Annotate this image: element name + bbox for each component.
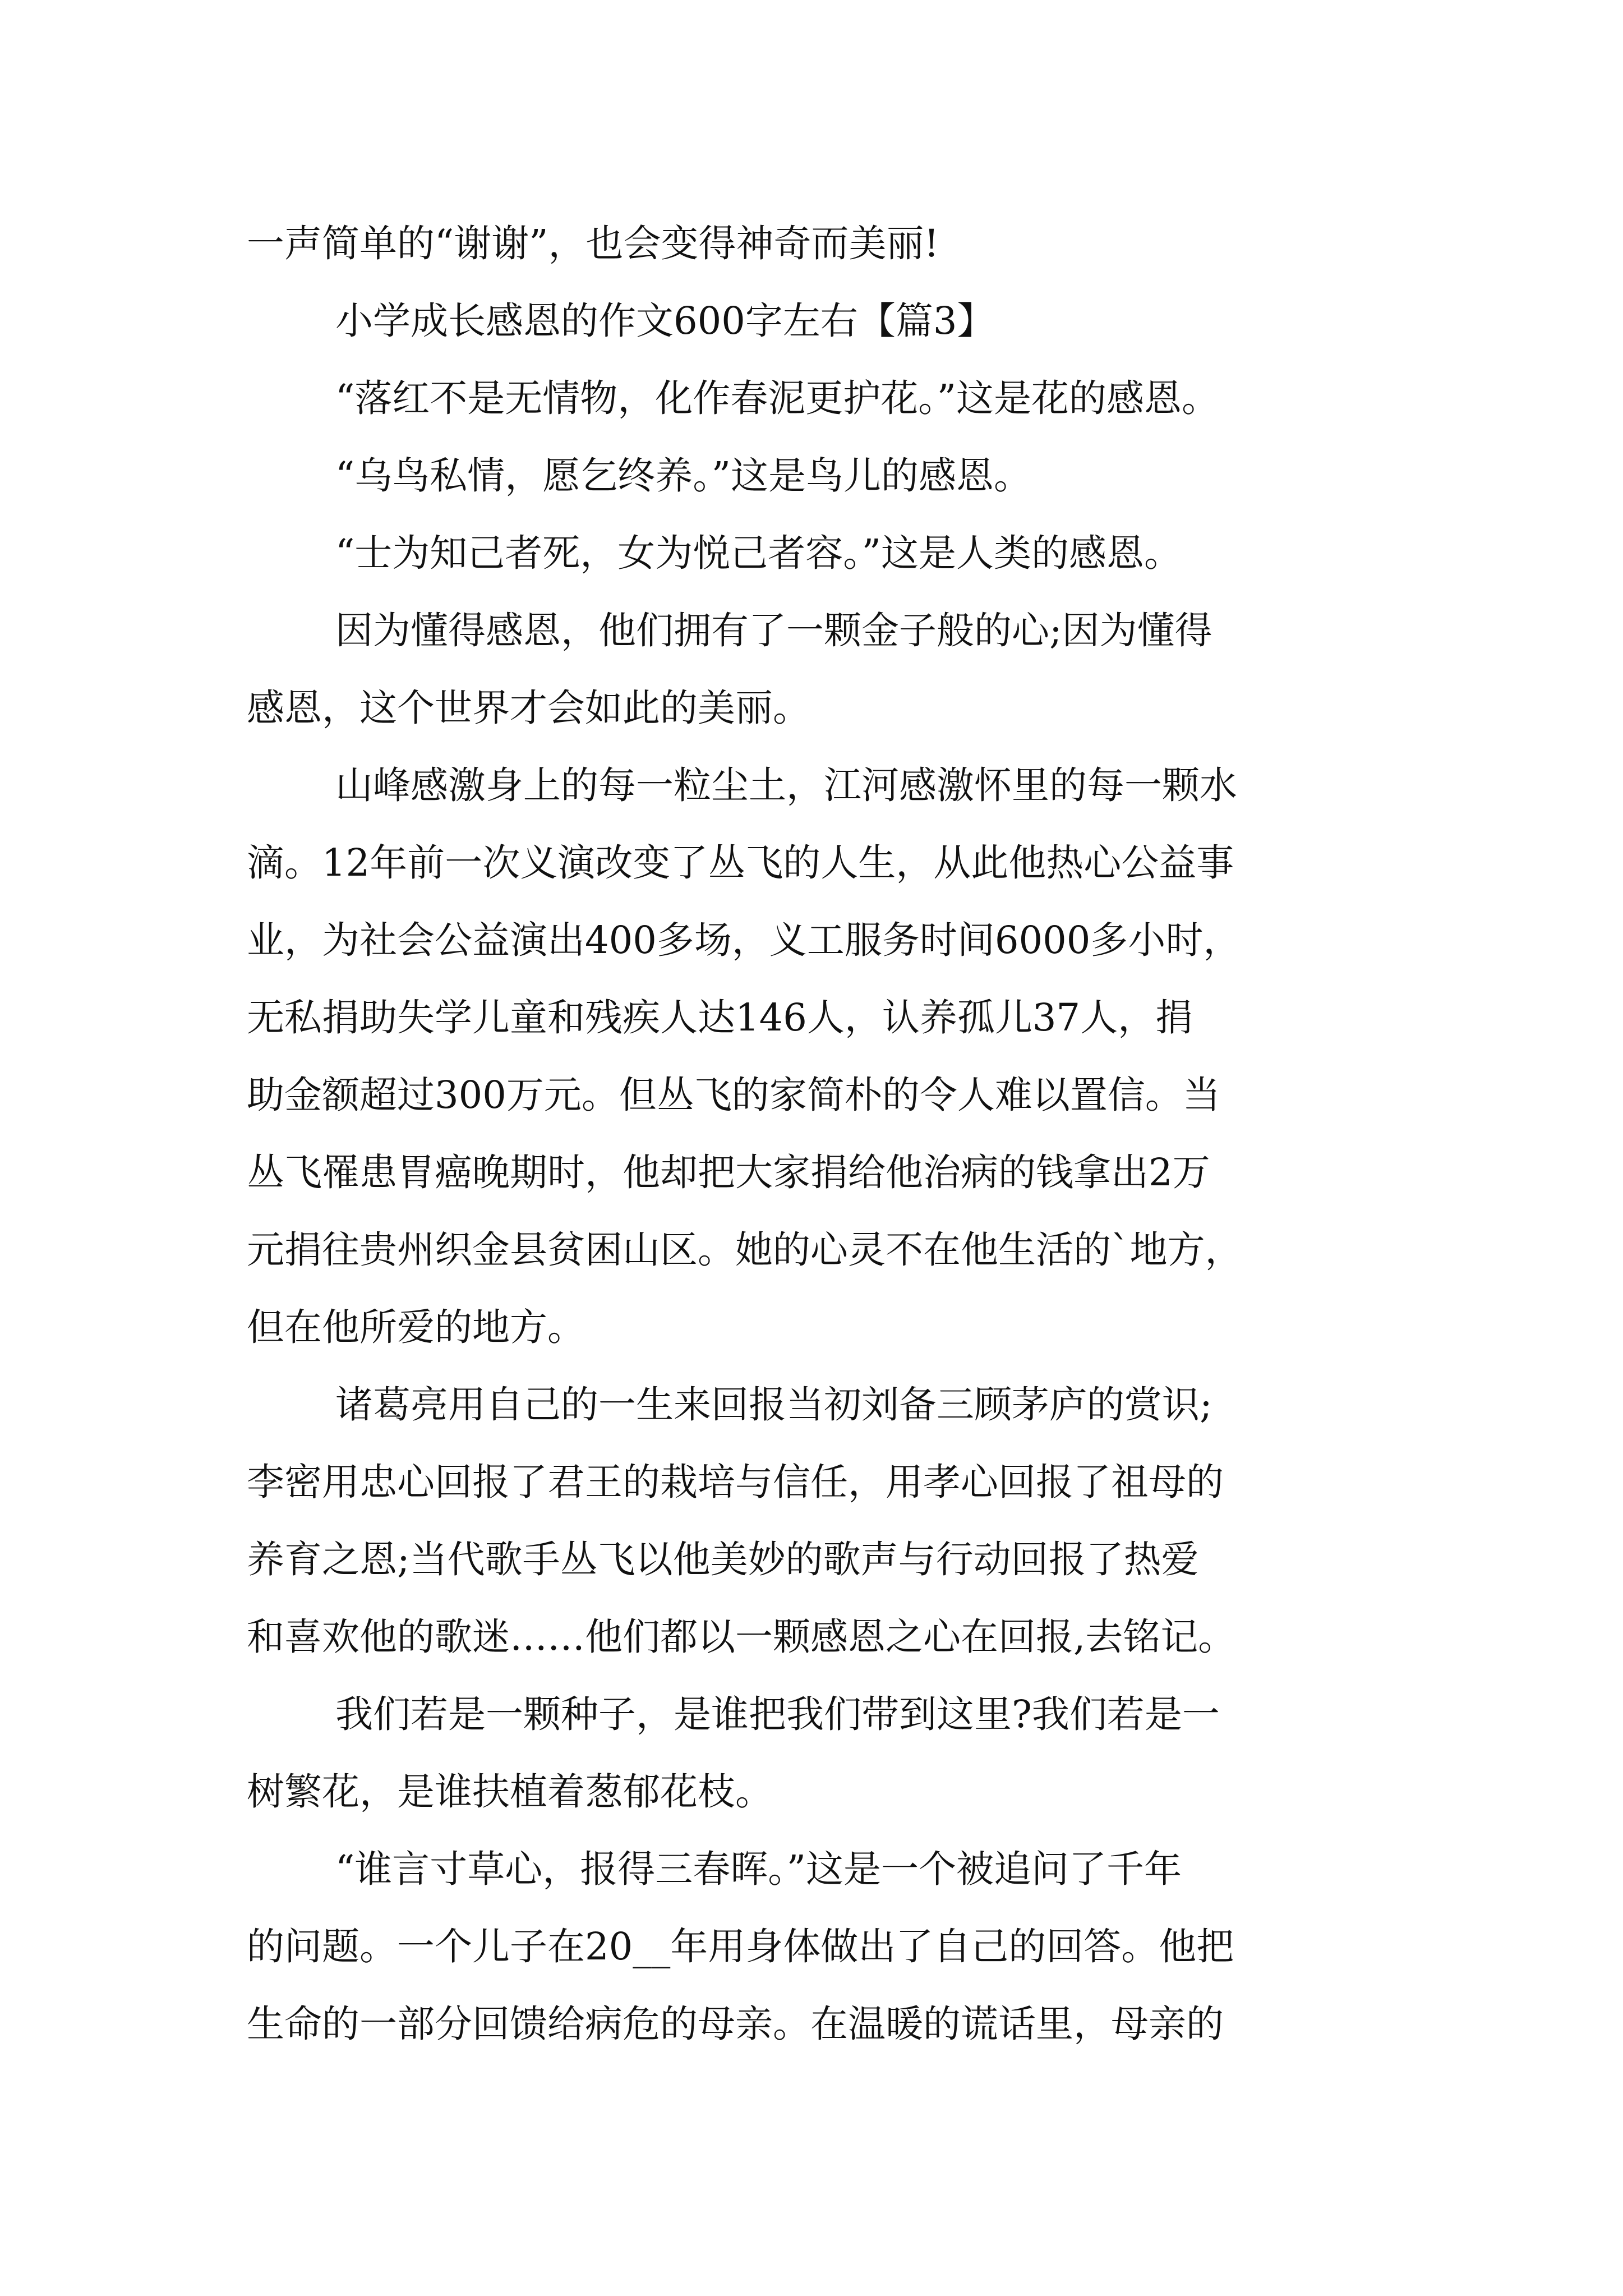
paragraph-line: 山峰感激身上的每一粒尘土，江河感激怀里的每一颗水: [335, 763, 1237, 807]
paragraph-line: “谁言寸草心，报得三春晖。”这是一个被追问了千年: [335, 1847, 1182, 1891]
paragraph-line: 诸葛亮用自己的一生来回报当初刘备三顾茅庐的赏识;: [335, 1383, 1212, 1427]
paragraph-line: 元捐往贵州织金县贫困山区。她的心灵不在他生活的`地方，: [247, 1228, 1243, 1272]
paragraph-line: 养育之恩;当代歌手丛飞以他美妙的歌声与行动回报了热爱: [247, 1538, 1199, 1581]
paragraph-line: 滴。12年前一次义演改变了丛飞的人生，从此他热心公益事: [247, 841, 1234, 885]
paragraph-line: 我们若是一颗种子，是谁把我们带到这里?我们若是一: [335, 1692, 1220, 1736]
paragraph-line: “士为知己者死，女为悦己者容。”这是人类的感恩。: [335, 531, 1182, 575]
paragraph-line: 无私捐助失学儿童和残疾人达146人，认养孤儿37人，捐: [247, 996, 1193, 1039]
paragraph-line: 生命的一部分回馈给病危的母亲。在温暖的谎话里，母亲的: [247, 2002, 1224, 2046]
paragraph-line: 的问题。一个儿子在20__年用身体做出了自己的回答。他把: [247, 1925, 1234, 1968]
paragraph-line: 助金额超过300万元。但丛飞的家简朴的令人难以置信。当: [247, 1073, 1220, 1117]
paragraph-line: “乌鸟私情，愿乞终养。”这是鸟儿的感恩。: [335, 454, 1032, 498]
paragraph-line: 树繁花，是谁扶植着葱郁花枝。: [247, 1770, 773, 1814]
paragraph-line: 业，为社会公益演出400多场，义工服务时间6000多小时，: [247, 918, 1241, 962]
section-heading: 小学成长感恩的作文600字左右【篇3】: [335, 299, 995, 343]
paragraph-line: 感恩，这个世界才会如此的美丽。: [247, 686, 810, 730]
paragraph-line: 丛飞罹患胃癌晚期时，他却把大家捐给他治病的钱拿出2万: [247, 1151, 1210, 1194]
paragraph-line: 李密用忠心回报了君王的栽培与信任，用孝心回报了祖母的: [247, 1460, 1224, 1504]
paragraph-line: 和喜欢他的歌迷……他们都以一颗感恩之心在回报,去铭记。: [247, 1615, 1236, 1659]
paragraph-line: 但在他所爱的地方。: [247, 1305, 585, 1349]
paragraph-line: 因为懂得感恩，他们拥有了一颗金子般的心;因为懂得: [335, 609, 1212, 652]
paragraph-line: “落红不是无情物，化作春泥更护花。”这是花的感恩。: [335, 376, 1220, 420]
text-line: 一声简单的“谢谢”，也会变得神奇而美丽!: [247, 222, 939, 265]
